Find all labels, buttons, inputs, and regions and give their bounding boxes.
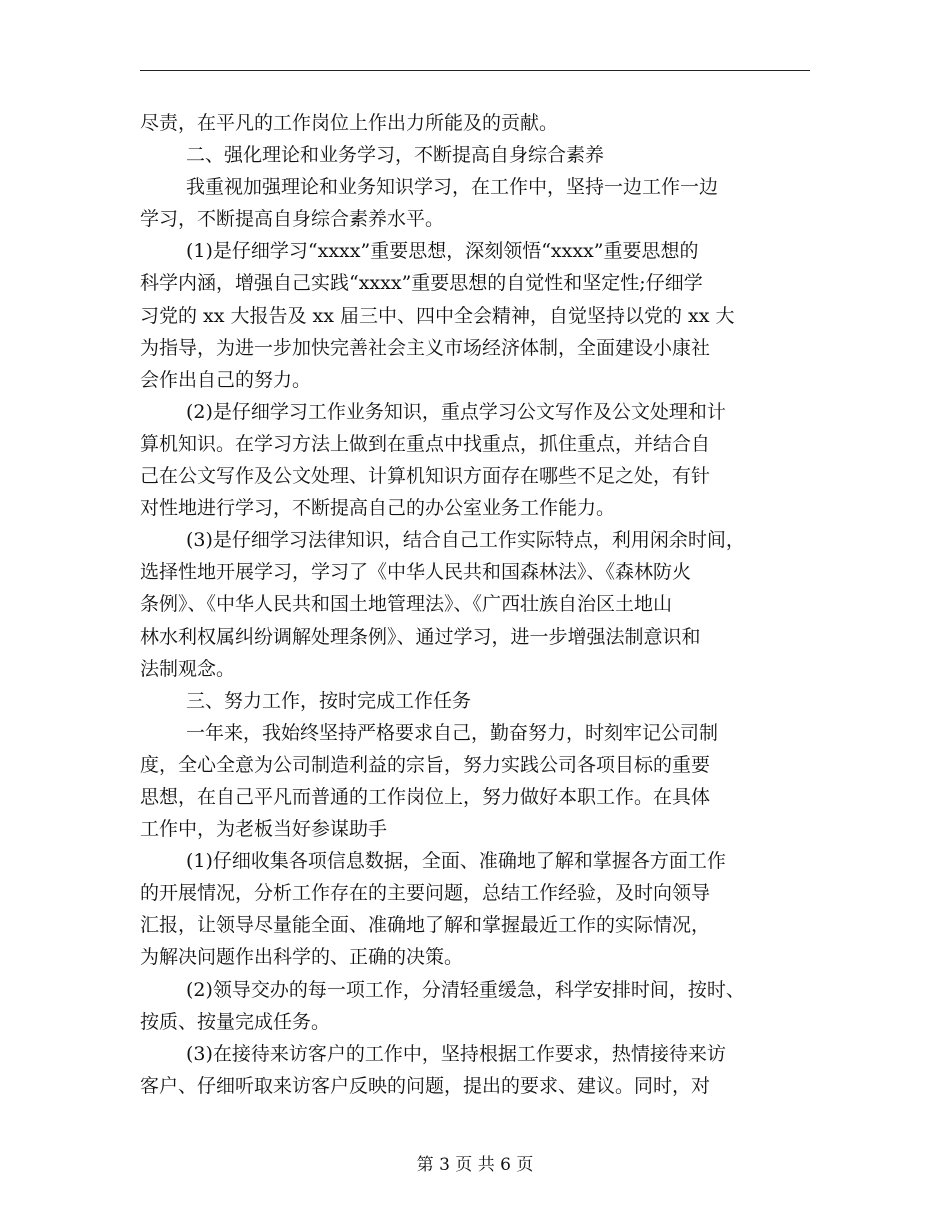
- text-line: 客户、仔细听取来访客户反映的问题，提出的要求、建议。同时，对: [140, 1074, 711, 1097]
- header-rule: [140, 70, 810, 71]
- text-line: 尽责，在平凡的工作岗位上作出力所能及的贡献。: [140, 112, 559, 134]
- text-line: 林水利权属纠纷调解处理条例》、通过学习，进一步增强法制意识和: [140, 625, 701, 648]
- text-line: 条例》、《中华人民共和国土地管理法》、《广西壮族自治区土地山: [140, 593, 673, 616]
- text-line: 为指导，为进一步加快完善社会主义市场经济体制，全面建设小康社: [140, 336, 711, 359]
- text-line: 三、努力工作，按时完成工作任务: [186, 689, 472, 712]
- text-line: 思想，在自己平凡而普通的工作岗位上，努力做好本职工作。在具体: [140, 785, 711, 808]
- text-line: 为解决问题作出科学的、正确的决策。: [140, 946, 464, 969]
- text-line: 习党的 xx 大报告及 xx 届三中、四中全会精神，自觉坚持以党的 xx 大: [140, 304, 735, 327]
- text-line: 按质、按量完成任务。: [140, 1010, 331, 1033]
- text-line: 二、强化理论和业务学习，不断提高自身综合素养: [186, 144, 605, 167]
- text-line: 的开展情况，分析工作存在的主要问题，总结工作经验，及时向领导: [140, 882, 711, 905]
- text-line: 算机知识。在学习方法上做到在重点中找重点，抓住重点，并结合自: [140, 432, 711, 455]
- text-line: (2)是仔细学习工作业务知识，重点学习公文写作及公文处理和计: [186, 400, 726, 423]
- text-line: (3)是仔细学习法律知识，结合自己工作实际特点，利用闲余时间，: [186, 529, 745, 552]
- text-line: (3)在接待来访客户的工作中，坚持根据工作要求，热情接待来访: [186, 1042, 726, 1065]
- text-line: (1)是仔细学习“xxxx”重要思想，深刻领悟“xxxx”重要思想的: [186, 240, 699, 263]
- text-line: 我重视加强理论和业务知识学习，在工作中，坚持一边工作一边: [186, 176, 719, 199]
- text-line: 对性地进行学习，不断提高自己的办公室业务工作能力。: [140, 497, 616, 520]
- text-line: 一年来，我始终坚持严格要求自己，勤奋努力，时刻牢记公司制: [186, 721, 719, 744]
- text-line: 己在公文写作及公文处理、计算机知识方面存在哪些不足之处，有针: [140, 465, 711, 488]
- text-line: 工作中，为老板当好参谋助手: [140, 818, 388, 841]
- text-line: (1)仔细收集各项信息数据，全面、准确地了解和掌握各方面工作: [186, 850, 726, 873]
- text-line: 法制观念。: [140, 657, 236, 680]
- text-line: 度，全心全意为公司制造利益的宗旨，努力实践公司各项目标的重要: [140, 753, 711, 776]
- text-line: 汇报，让领导尽量能全面、准确地了解和掌握最近工作的实际情况，: [140, 914, 711, 937]
- document-body: [140, 107, 830, 1102]
- page-footer: 第 3 页 共 6 页: [416, 1155, 534, 1175]
- text-line: 学习，不断提高自身综合素养水平。: [140, 208, 445, 231]
- text-line: 会作出自己的努力。: [140, 368, 312, 391]
- text-line: 选择性地开展学习，学习了《中华人民共和国森林法》、《森林防火: [140, 561, 692, 584]
- text-line: 科学内涵，增强自己实践“xxxx”重要思想的自觉性和坚定性;仔细学: [140, 272, 703, 295]
- text-line: (2)领导交办的每一项工作，分清轻重缓急，科学安排时间，按时、: [186, 978, 745, 1001]
